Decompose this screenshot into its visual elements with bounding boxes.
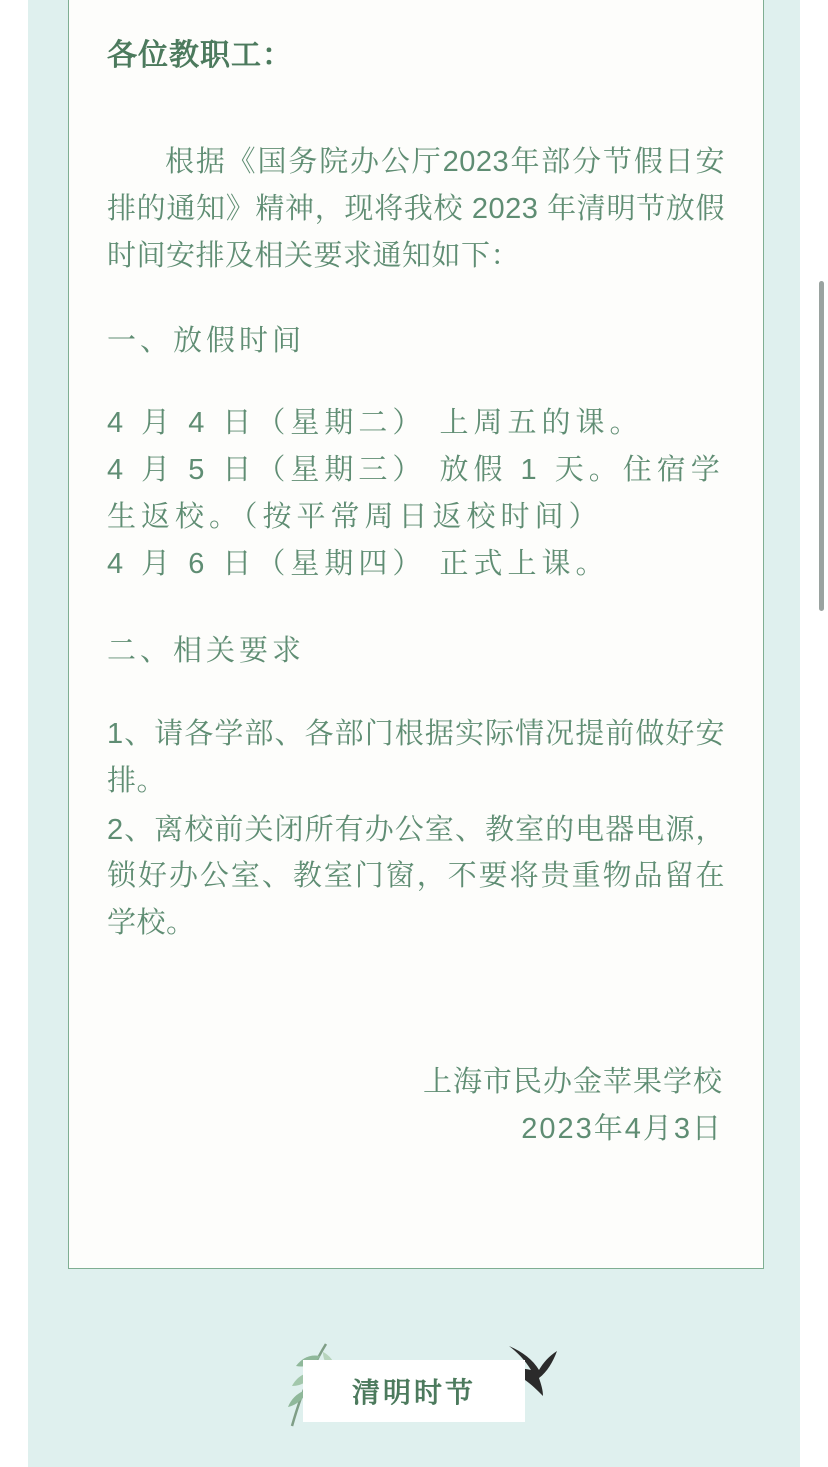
schedule-line: 4 月 4 日（星期二） 上周五的课。 (107, 407, 644, 440)
page-left-margin (0, 0, 28, 1467)
intro-paragraph: 根据《国务院办公厅2023年部分节假日安排的通知》精神，现将我校 2023 年清明节放假时间安排及相关要求通知如下： (107, 146, 725, 272)
notice-card (68, 0, 764, 1269)
signature-organization: 上海市民办金苹果学校 (422, 1066, 723, 1099)
holiday-schedule-list (107, 400, 725, 588)
footer-badge-label: 清明时节 (303, 1360, 525, 1422)
notice-body (69, 0, 763, 1152)
salutation: 各位教职工： (107, 39, 293, 72)
requirements-list (107, 711, 725, 948)
signature-date: 2023年4月3日 (521, 1112, 723, 1145)
schedule-line: 4 月 5 日（星期三） 放假 1 天。住宿学生返校。（按平常周日返校时间） (107, 454, 725, 534)
signature-block (107, 1059, 725, 1152)
footer-decoration (0, 1340, 828, 1467)
requirement-item: 1、请各学部、各部门根据实际情况提前做好安排。 (107, 717, 725, 797)
section-two-title: 二、相关要求 (107, 635, 306, 668)
page-right-margin (800, 0, 828, 1467)
schedule-line: 4 月 6 日（星期四） 正式上课。 (107, 548, 610, 581)
section-one-title: 一、放假时间 (107, 324, 306, 357)
vertical-scrollbar[interactable] (819, 281, 824, 611)
requirement-item: 2、离校前关闭所有办公室、教室的电器电源，锁好办公室、教室门窗，不要将贵重物品留在学校。 (107, 813, 725, 940)
